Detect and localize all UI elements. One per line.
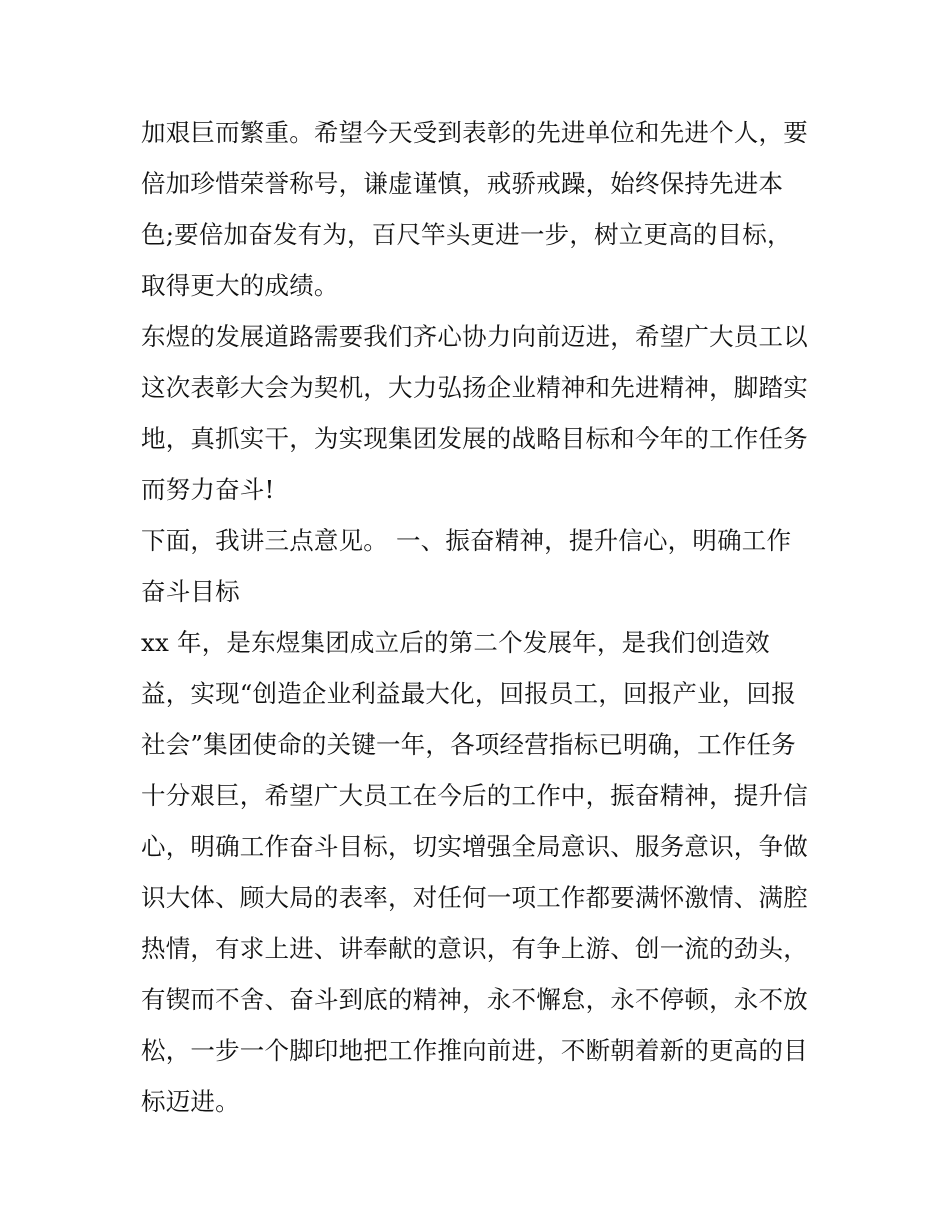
text-line: 东煜的发展道路需要我们齐心协力向前迈进，希望广大员工以: [141, 322, 808, 351]
text-line: 而努力奋斗!: [141, 475, 275, 504]
text-line: 下面，我讲三点意见。 一、振奋精神，提升信心，明确工作: [141, 526, 792, 555]
text-line: 松，一步一个脚印地把工作推向前进，不断朝着新的更高的目: [141, 1036, 808, 1065]
text-line: 奋斗目标: [141, 577, 240, 606]
text-line: 标迈进。: [141, 1087, 240, 1116]
text-line: 热情，有求上进、讲奉献的意识，有争上游、创一流的劲头，: [141, 934, 808, 963]
text-line: 有锲而不舍、奋斗到底的精神，永不懈怠，永不停顿，永不放: [141, 985, 808, 1014]
text-line: 社会”集团使命的关键一年，各项经营指标已明确，工作任务: [141, 730, 796, 759]
text-line: 取得更大的成绩。: [141, 271, 339, 300]
text-line: 益，实现“创造企业利益最大化，回报员工，回报产业，回报: [141, 679, 796, 708]
text-line: 加艰巨而繁重。希望今天受到表彰的先进单位和先进个人，要: [141, 118, 808, 147]
text-line: 色;要倍加奋发有为，百尺竿头更进一步，树立更高的目标，: [141, 220, 792, 249]
text-line: 十分艰巨，希望广大员工在今后的工作中，振奋精神，提升信: [141, 781, 808, 810]
text-line: 倍加珍惜荣誉称号，谦虚谨慎，戒骄戒躁，始终保持先进本: [141, 169, 784, 198]
text-line: 识大体、顾大局的表率，对任何一项工作都要满怀激情、满腔: [141, 883, 808, 912]
text-line: 心，明确工作奋斗目标，切实增强全局意识、服务意识，争做: [141, 832, 808, 861]
text-line: xx 年，是东煜集团成立后的第二个发展年，是我们创造效: [141, 628, 770, 657]
body-text: [141, 107, 821, 1127]
text-line: 这次表彰大会为契机，大力弘扬企业精神和先进精神，脚踏实: [141, 373, 808, 402]
text-line: 地，真抓实干，为实现集团发展的战略目标和今年的工作任务: [141, 424, 808, 453]
